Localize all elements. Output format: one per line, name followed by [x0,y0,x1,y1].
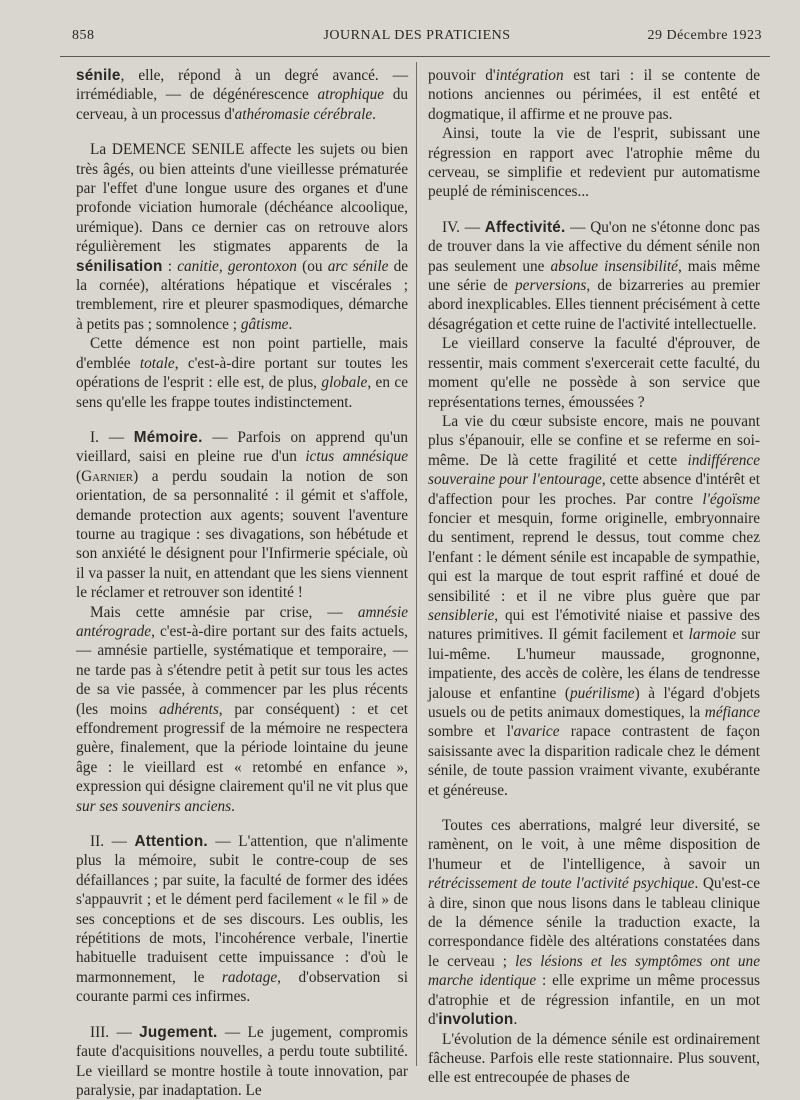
section-memoire: I. — Mémoire. — Parfois on apprend qu'un vieillard, saisi en pleine rue d'un ictus amnésique (Garnier) a perdu soudain la notion de son orientation, de sa personnalité : il gémit et s'affole, demande protection aux agents; souvent l'aventure tourne au tragique : ses divagations, son hébétude et son anxiété le désignent pour l'Infirmerie spéciale, où il va passer la nuit, en attendant que les siens viennent le réclamer et retrouver son identité ! [76,428,409,602]
section-jugement: III. — Jugement. — Le jugement, compromis faute d'acquisitions nouvelles, a perdu toute subtilité. Le vieillard se montre hostile à toute innovation, par paralysie, par inadaptation. Le [76,1023,408,1099]
paragraph: La vie du cœur subsiste encore, mais ne pouvant plus s'épanouir, elle se confine et se referme en soi-même. De là cette fragilité et cette indifférence souveraine pour l'entourage, cette absence d'intérêt et d'affection pour les proches. Par contre l'égoïsme foncier et mesquin, forme originelle, embryonnaire du sentiment, reprend le dessus, tout comme chez l'enfant : le dément sénile est incapable de sympathie, qui est la marque de tout esprit raffiné et doué de sensibilité : et il ne vibre plus guère que par sensiblerie, qui est l'émotivité niaise et passive des natures primitives. Il gémit facilement et larmoie sur lui-même. L'humeur maussade, grognonne, impatiente, des accès de colère, les élans de tendresse jalouse et enfantine (puérilisme) à l'égard d'objets usuels ou de petits animaux domestiques, la méfiance sombre et l'avarice rapace contrastent de façon saisissante avec la disparition radicale chez le dément sénile, de toute passion vraiment vivante, exubérante et généreuse. [428,412,760,799]
paragraph: Cette démence est non point partielle, mais d'emblée totale, c'est-à-dire portant sur toutes les opérations de l'esprit : elle est, de plus, globale, en ce sens qu'elle les frappe toutes indistinctement. [76,335,408,411]
right-column [428,66,760,1088]
running-header [72,28,762,48]
section-attention: II. — Attention. — L'attention, que n'alimente plus la mémoire, subit le contre-coup de ses défaillances ; par suite, la faculté de former des idées s'appauvrit ; et le dément perd facilement « le fil » de ses conceptions et de ses discours. Les oublis, les répétitions de mots, l'incohérence verbale, l'inertie habituelle traduisent cette impuissance : d'où le marmonnement, le radotage, d'observation si courante parmi ces infirmes. [76,833,408,1006]
left-column [76,66,408,1100]
paragraph: Ainsi, toute la vie de l'esprit, subissant une régression en rapport avec l'atrophie même du cerveau, se simplifie et redevient pur automatisme peuplé de réminiscences... [428,125,760,201]
paragraph: Le vieillard conserve la faculté d'éprouver, de ressentir, mais comment s'exercerait cette faculté, du moment qu'elle ne possède à son service que représentations ternes, émoussées ? [428,335,760,411]
page-number: 858 [72,28,95,43]
header-rule [60,56,770,57]
section-affectivite: IV. — Affectivité. — Qu'on ne s'étonne donc pas de trouver dans la vie affective du dément sénile non pas seulement une absolue insensibilité, mais même une série de perversions, de bizarreries au premier abord inexplicables. Elles tiennent précisément à cette désagrégation et cette ruine de l'activité intellectuelle. [428,218,760,333]
paragraph: L'évolution de la démence sénile est ordinairement fâcheuse. Parfois elle reste stationnaire. Plus souvent, elle est entrecoupée de phases de [428,1030,760,1087]
journal-title: JOURNAL DES PRATICIENS [323,28,511,43]
paragraph: Mais cette amnésie par crise, — amnésie antérograde, c'est-à-dire portant sur des faits actuels, — amnésie partielle, systématique et temporaire, — ne tarde pas à s'étendre petit à petit sur tous les actes de sa vie passée, à commencer par les plus récents (les moins adhérents, par conséquent) : et cet effondrement progressif de la mémoire ne respectera guère, finalement, que la période lointaine du jeune âge : le vieillard est « retombé en enfance », expression qui désigne clairement qu'il ne vit plus que sur ses souvenirs anciens. [76,603,408,815]
paragraph: sénile, elle, répond à un degré avancé. — irrémédiable, — de dégénérescence atrophique du cerveau, à un processus d'athéromasie cérébrale. [76,67,409,123]
paragraph: La DEMENCE SENILE affecte les sujets ou bien très âgés, ou bien atteints d'une vieillesse prématurée par l'effet d'une longue usure des organes et d'une profonde viciation humorale (déchéance alcoolique, urémique). Dans ce dernier cas on retrouve alors régulièrement les stigmates apparents de la sénilisation : canitie, gerontoxon (ou arc sénile de la cornée), altérations hépatique et viscérales ; tremblement, rire et pleurer spasmodiques, démarche à petits pas ; somnolence ; gâtisme. [76,141,409,333]
paragraph: Toutes ces aberrations, malgré leur diversité, se ramènent, on le voit, à une même disposition de l'humeur et de l'intelligence, à savoir un rétrécissement de toute l'activité psychique. Qu'est-ce à dire, sinon que nous lisons dans le tableau clinique de la démence sénile la traduction exacte, la correspondance fidèle des altérations constatées dans le cerveau ; les lésions et les symptômes ont une marche identique : elle exprime un même processus d'atrophie et de régression infantile, en un mot d'involution. [428,817,761,1029]
column-divider [416,62,417,1066]
issue-date: 29 Décembre 1923 [647,28,762,43]
paragraph: pouvoir d'intégration est tari : il se contente de notions anciennes ou périmées, il est entêté et dogmatique, il affirme et ne prouve pas. [428,67,760,123]
